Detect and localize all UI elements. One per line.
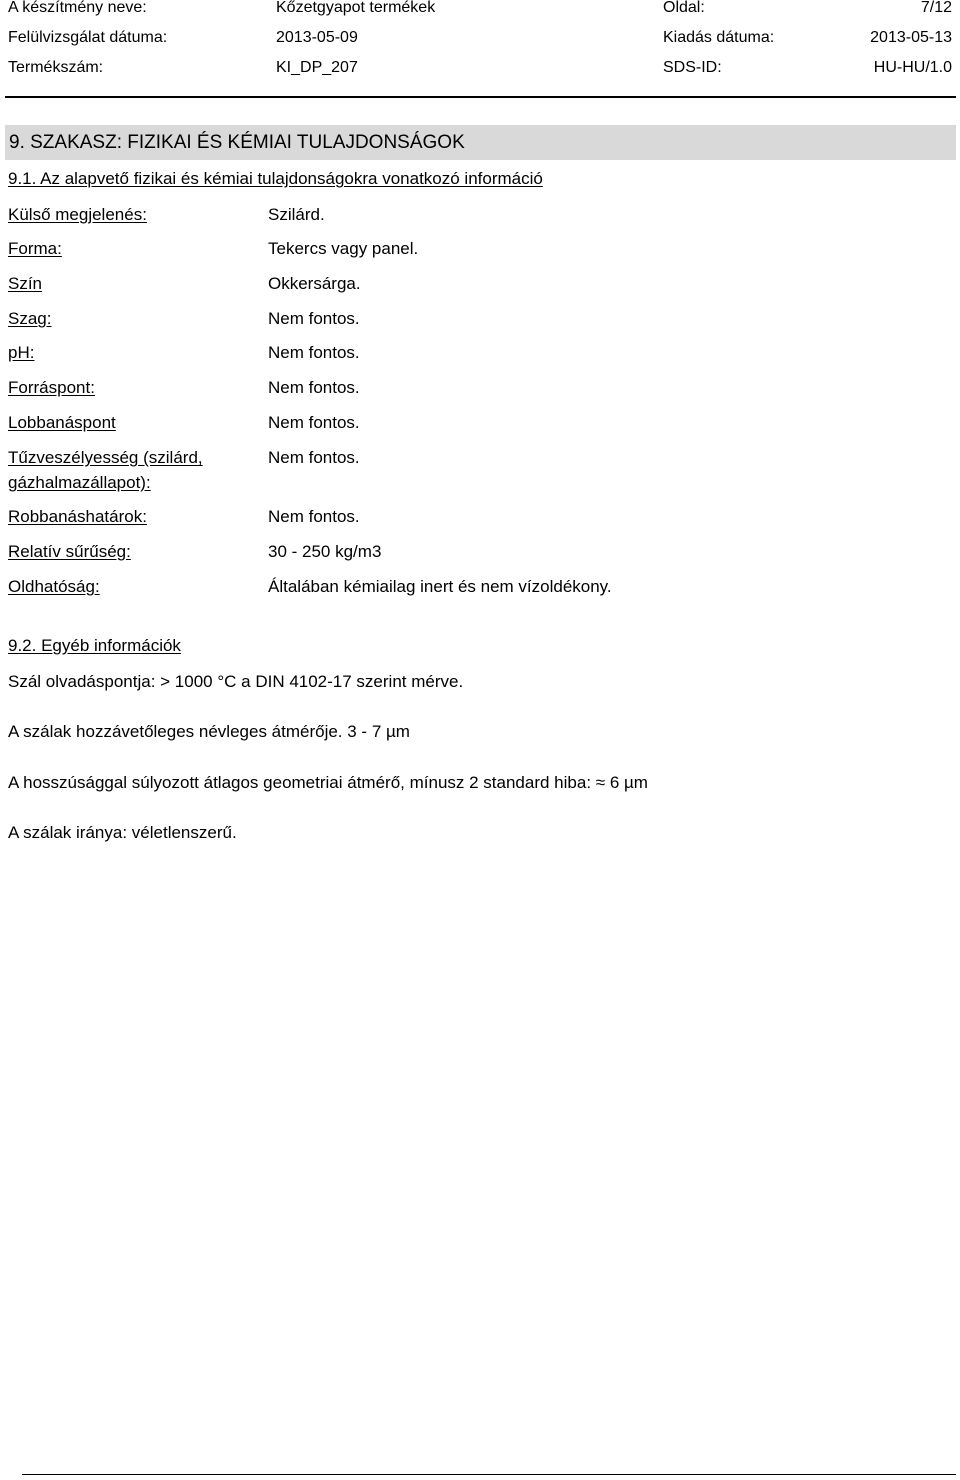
header-issue-date-value: 2013-05-13 — [870, 29, 952, 46]
property-value-solubility: Általában kémiailag inert és nem vízoldékony. — [268, 577, 612, 596]
header-sds-id-label: SDS-ID: — [663, 59, 722, 76]
header-issue-date-label: Kiadás dátuma: — [663, 29, 775, 46]
property-label-solubility: Oldhatóság: — [8, 577, 100, 596]
property-label-form: Forma: — [8, 239, 62, 258]
property-label-color: Szín — [8, 274, 43, 293]
footer-divider — [22, 1474, 956, 1475]
property-label-ph: pH: — [8, 343, 35, 362]
header-revision-date-value: 2013-05-09 — [276, 29, 358, 46]
header-product-number-value: KI_DP_207 — [276, 59, 358, 76]
property-value-flammability: Nem fontos. — [268, 448, 360, 467]
property-label-flammability-line2: gázhalmazállapot): — [8, 473, 151, 492]
section-title: 9. SZAKASZ: FIZIKAI ÉS KÉMIAI TULAJDONSÁGOK — [9, 132, 465, 153]
property-label-relative-density: Relatív sűrűség: — [8, 542, 131, 561]
header-divider — [5, 96, 956, 98]
property-value-explosion-limits: Nem fontos. — [268, 507, 360, 526]
property-value-color: Okkersárga. — [268, 274, 361, 293]
section-title-bar — [5, 125, 956, 160]
other-info-melting-point: Szál olvadáspontja: > 1000 °C a DIN 4102-17 szerint mérve. — [8, 672, 464, 691]
property-value-appearance: Szilárd. — [268, 205, 325, 224]
header-product-name-value: Kőzetgyapot termékek — [276, 0, 436, 16]
property-label-appearance: Külső megjelenés: — [8, 205, 147, 224]
property-value-form: Tekercs vagy panel. — [268, 239, 419, 258]
property-value-relative-density: 30 - 250 kg/m3 — [268, 542, 382, 561]
property-label-odor: Szag: — [8, 309, 52, 328]
property-label-flash-point: Lobbanáspont — [8, 413, 116, 432]
header-product-name-label: A készítmény neve: — [8, 0, 147, 16]
property-value-ph: Nem fontos. — [268, 343, 360, 362]
property-label-boiling-point: Forráspont: — [8, 378, 95, 397]
other-info-fiber-orientation: A szálak iránya: véletlenszerű. — [8, 823, 237, 842]
header-sds-id-value: HU-HU/1.0 — [873, 59, 952, 76]
header-product-number-label: Termékszám: — [8, 59, 104, 76]
other-info-fiber-diameter: A szálak hozzávetőleges névleges átmérője. 3 - 7 µm — [8, 722, 410, 741]
property-value-boiling-point: Nem fontos. — [268, 378, 360, 397]
property-value-odor: Nem fontos. — [268, 309, 360, 328]
header-page-value: 7/12 — [920, 0, 952, 16]
other-info-weighted-diameter: A hosszúsággal súlyozott átlagos geometriai átmérő, mínusz 2 standard hiba: ≈ 6 µm — [8, 773, 648, 792]
property-label-flammability: Tűzveszélyesség (szilárd, — [8, 448, 203, 467]
subsection-9-2-title: 9.2. Egyéb információk — [8, 636, 181, 655]
subsection-9-1-title: 9.1. Az alapvető fizikai és kémiai tulajdonságokra vonatkozó információ — [8, 169, 543, 188]
header-page-label: Oldal: — [663, 0, 705, 16]
header-revision-date-label: Felülvizsgálat dátuma: — [8, 29, 168, 46]
property-label-explosion-limits: Robbanáshatárok: — [8, 507, 147, 526]
property-value-flash-point: Nem fontos. — [268, 413, 360, 432]
